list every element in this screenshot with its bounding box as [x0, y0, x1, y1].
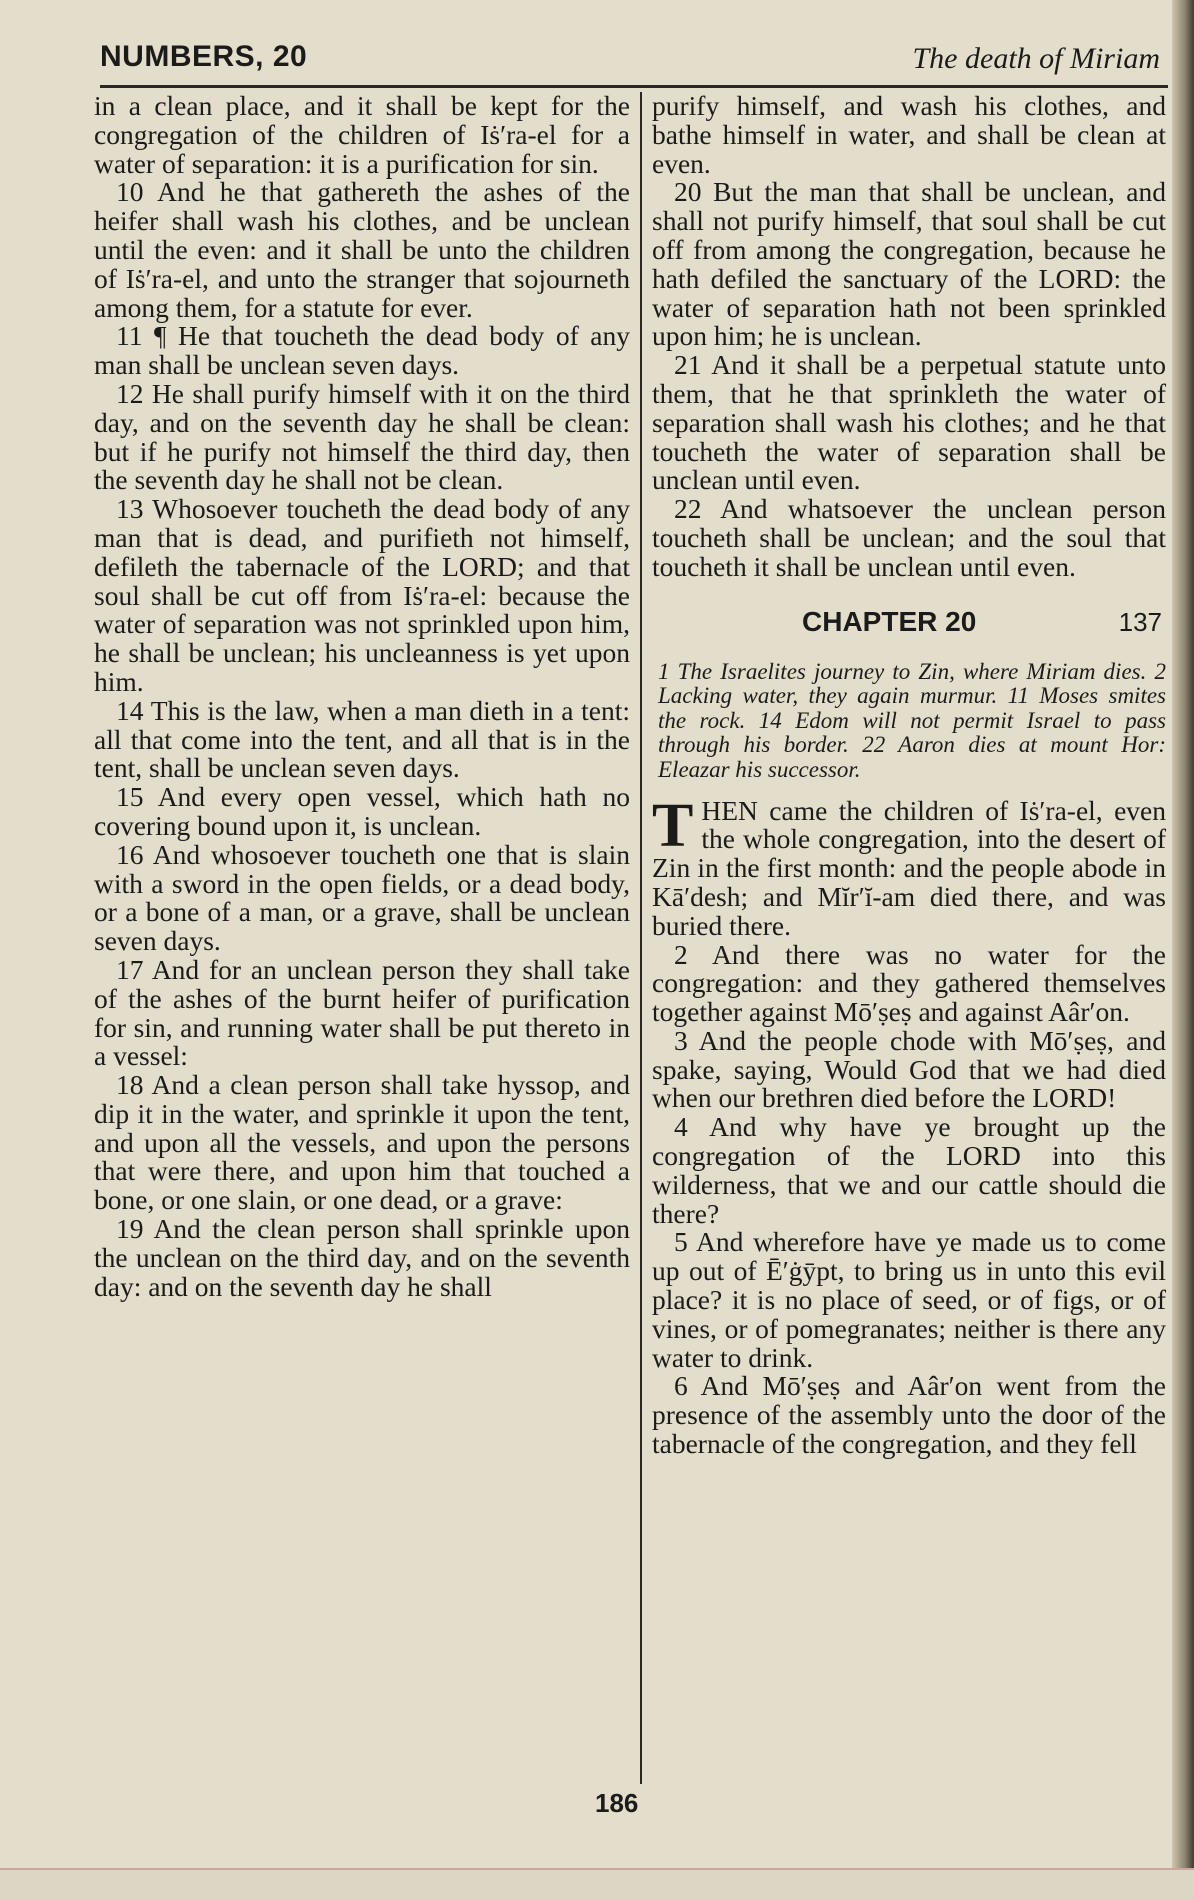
page-number: 186 — [595, 1788, 639, 1818]
running-header — [100, 40, 1160, 90]
section-heading: The death of Miriam — [912, 42, 1160, 75]
right-column — [652, 92, 1166, 1459]
header-rule — [100, 85, 1168, 88]
page-edge-shadow — [1172, 0, 1194, 1898]
chapter-summary: 1 The Israelites journey to Zin, where Miriam dies. 2 Lacking water, they again murmur. 11 Moses smites the rock. 14 Edom will not permit Israel to pass through his border. 22 Aaron dies at mount Hor: Eleazar his successor. — [658, 658, 1166, 782]
drop-cap: T — [652, 791, 694, 860]
verse: 3 And the people chode with Mō′ṣeṣ, and spake, saying, Would God that we had died when our brethren died before the LORD! — [652, 1024, 1166, 1114]
verse: 16 And whosoever toucheth one that is slain with a sword in the open fields, or a dead body, or a bone of a man, or a grave, shall be unclean seven days. — [94, 838, 630, 957]
chapter-heading — [652, 596, 1166, 652]
book-chapter-heading: NUMBERS, 20 — [100, 40, 308, 73]
verse: 13 Whosoever toucheth the dead body of any man that is dead, and purifieth not himself, defileth the tabernacle of the LORD; and that soul shall be cut off from Iṡ′ra-el: because the water of separation was not sprinkled upon him, he shall be unclean; his uncleanness is yet upon him. — [94, 493, 630, 697]
verse: purify himself, and wash his clothes, and bathe himself in water, and shall be clean at even. — [652, 90, 1166, 179]
verse: 12 He shall purify himself with it on the third day, and on the seventh day he shall be clean: but if he purify not himself the third day, then the seventh day he shall not be clean. — [94, 377, 630, 496]
verse: in a clean place, and it shall be kept for the congregation of the children of Iṡ′ra-el for a water of separation: it is a purification for sin. — [94, 90, 630, 179]
verse: 15 And every open vessel, which hath no covering bound upon it, is unclean. — [94, 781, 630, 841]
verse: 21 And it shall be a perpetual statute unto them, that he that sprinkleth the water of separation shall wash his clothes; and he that toucheth the water of separation shall be unclean until even. — [652, 349, 1166, 496]
first-verse-text: HEN came the children of Iṡ′ra-el, even the whole congregation, into the desert of Zin in the first month: and the people abode in Kā′desh; and Mĭr′ĭ-am died there, and was buried there. — [652, 794, 1166, 941]
chapter-title: CHAPTER 20 — [802, 605, 977, 637]
verse: 17 And for an unclean person they shall take of the ashes of the burnt heifer of purification for sin, and running water shall be put thereto in a vessel: — [94, 953, 630, 1072]
verse: 14 This is the law, when a man dieth in a tent: all that come into the tent, and all that is in the tent, shall be unclean seven days. — [94, 694, 630, 784]
verse: 4 And why have ye brought up the congregation of the LORD into this wilderness, that we and our cattle should die there? — [652, 1111, 1166, 1229]
left-column — [94, 92, 630, 1301]
verse: 22 And whatsoever the unclean person toucheth shall be unclean; and the soul that toucheth it shall be unclean until even. — [652, 493, 1166, 582]
chapter-reference-number: 137 — [1118, 606, 1162, 637]
verse: 11 ¶ He that toucheth the dead body of any man shall be unclean seven days. — [94, 320, 630, 381]
page-bottom-edge — [0, 1868, 1194, 1900]
verse: 19 And the clean person shall sprinkle upon the unclean on the third day, and on the seventh day: and on the seventh day he shall — [94, 1213, 630, 1302]
verse: 18 And a clean person shall take hyssop, and dip it in the water, and sprinkle it upon the tent, and upon all the vessels, and upon the persons that were there, and upon him that touched a bone, or one slain, or one dead, or a grave: — [94, 1069, 630, 1216]
verse: 2 And there was no water for the congregation: and they gathered themselves together against Mō′ṣeṣ and against Aâr′on. — [652, 938, 1166, 1028]
first-verse — [652, 791, 1166, 941]
column-divider — [640, 92, 642, 1784]
verse: 20 But the man that shall be unclean, and shall not purify himself, that soul shall be cut off from among the congregation, because he hath defiled the sanctuary of the LORD: the water of separation hath not been sprinkled upon him; he is unclean. — [652, 176, 1166, 352]
verse: 10 And he that gathereth the ashes of the heifer shall wash his clothes, and be unclean until the even: and it shall be unto the children of Iṡ′ra-el, and unto the stranger that sojourneth among them, for a statute for ever. — [94, 176, 630, 323]
verse: 5 And wherefore have ye made us to come up out of Ē′ġȳpt, to bring us in unto this evil place? it is no place of seed, or of figs, or of vines, or of pomegranates; neither is there any water to drink. — [652, 1226, 1166, 1373]
verse: 6 And Mō′ṣeṣ and Aâr′on went from the presence of the assembly unto the door of the tabernacle of the congregation, and they fell — [652, 1370, 1166, 1460]
